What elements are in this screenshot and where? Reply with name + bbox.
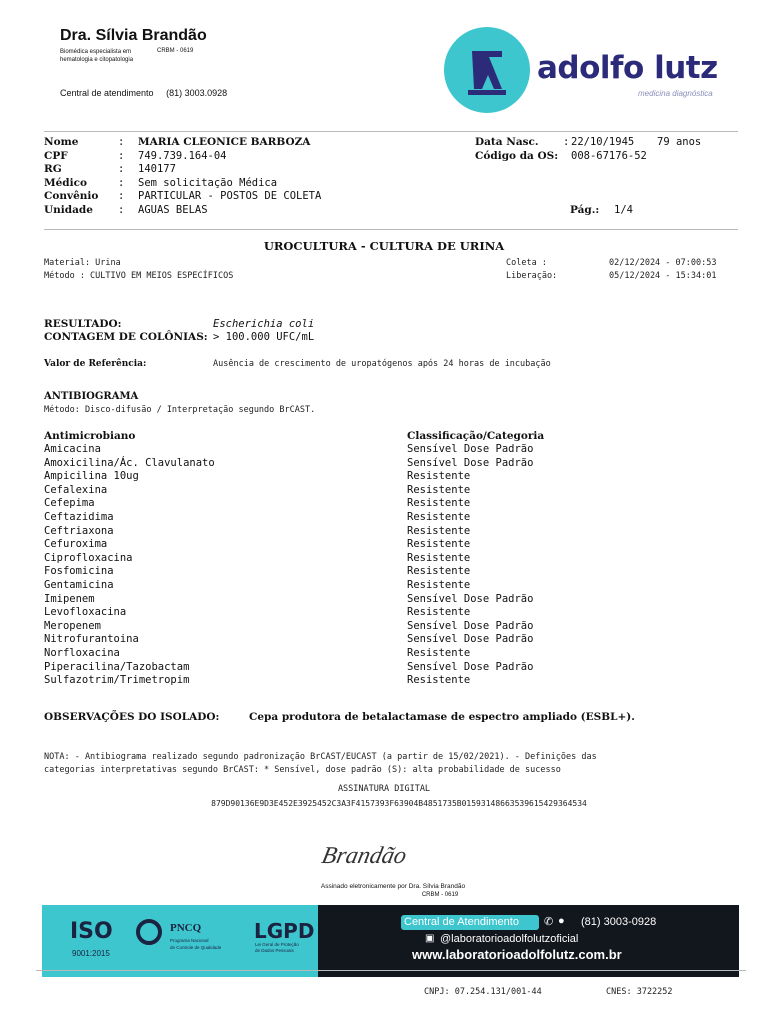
patient-cpf: 749.739.164-04 <box>138 149 227 162</box>
antibiogram-table <box>44 443 734 688</box>
drug-name: Ceftriaxona <box>44 524 114 537</box>
drug-name: Cefuroxima <box>44 538 108 551</box>
signature-hash: 879D90136E9D3E452E3925452C3A3F4157393F63904B4851735B0159314866353961542936453​4 <box>211 799 587 808</box>
divider <box>44 229 738 230</box>
separator: : <box>118 204 125 216</box>
drug-category: Resistente <box>407 565 471 578</box>
phone-icon: ✆ <box>544 916 554 928</box>
antibiogram-method: Método: Disco-difusão / Interpretação segundo BrCAST. <box>44 405 316 415</box>
drug-name: Imipenem <box>44 592 95 605</box>
cpf-label: CPF <box>44 149 68 162</box>
col-classificacao: Classificação/Categoria <box>407 430 545 442</box>
table-row <box>44 565 734 579</box>
cnpj: CNPJ: 07.254.131/001-44 <box>424 987 542 997</box>
drug-category: Resistente <box>407 470 471 483</box>
drug-category: Resistente <box>407 483 471 496</box>
drug-category: Resistente <box>407 538 471 551</box>
exam-material: Material: Urina <box>44 258 121 268</box>
brand-logo-icon <box>444 27 530 113</box>
whatsapp-icon: ● <box>558 915 565 927</box>
footer-band <box>42 905 739 977</box>
separator: : <box>563 136 570 148</box>
resultado-label: RESULTADO: <box>44 318 122 330</box>
brand-tagline: medicina diagnóstica <box>638 89 713 98</box>
drug-name: Amoxicilina/Ác. Clavulanato <box>44 456 215 469</box>
colonias-label: CONTAGEM DE COLÔNIAS: <box>44 331 208 343</box>
patient-rg: 140177 <box>138 163 176 176</box>
website-link[interactable]: www.laboratorioadolfolutz.com.br <box>412 947 622 962</box>
patient-convenio: PARTICULAR - POSTOS DE COLETA <box>138 190 322 203</box>
divider <box>44 131 738 132</box>
table-row <box>44 593 734 607</box>
liberacao-label: Liberação: <box>506 271 558 281</box>
table-row <box>44 511 734 525</box>
exam-title: UROCULTURA - CULTURA DE URINA <box>263 239 505 253</box>
drug-name: Piperacilina/Tazobactam <box>44 660 190 673</box>
lgpd-sub-2: de Dados Pessoais <box>255 948 294 953</box>
drug-category: Resistente <box>407 551 471 564</box>
table-row <box>44 633 734 647</box>
table-row <box>44 484 734 498</box>
drug-name: Fosfomicina <box>44 565 114 578</box>
drug-name: Cefepima <box>44 497 95 510</box>
liberacao-date: 05/12/2024 - 15:34:01 <box>609 271 717 281</box>
patient-medico: Sem solicitação Médica <box>138 176 278 189</box>
signed-by: Assinado eletronicamente por Dra. Sílvia Brandão <box>320 883 466 890</box>
separator: : <box>118 163 125 176</box>
drug-category: Sensível Dose Padrão <box>407 443 534 455</box>
drug-name: Amicacina <box>44 443 101 455</box>
signature-scribble: Brandão <box>319 843 409 869</box>
cnes: CNES: 3722252 <box>606 987 673 997</box>
name-label: Nome <box>44 136 79 148</box>
os-label: Código da OS: <box>475 149 559 162</box>
signature-title: ASSINATURA DIGITAL <box>337 784 431 794</box>
drug-name: Norfloxacina <box>44 646 120 659</box>
resultado-value: Escherichia coli <box>213 318 315 330</box>
instagram-icon: ▣ <box>425 933 435 944</box>
phone-number: (81) 3003.0928 <box>166 88 228 98</box>
referencia-label: Valor de Referência: <box>44 359 147 369</box>
divider <box>36 970 746 971</box>
table-row <box>44 497 734 511</box>
pncq-label: PNCQ <box>170 922 202 934</box>
coleta-label: Coleta : <box>506 258 547 268</box>
page-label: Pág.: <box>570 204 600 216</box>
table-row <box>44 538 734 552</box>
central-phone: (81) 3003-0928 <box>581 916 657 928</box>
pncq-sub-1: Programa Nacional <box>170 938 209 943</box>
drug-category: Resistente <box>407 510 471 523</box>
drug-name: Ceftazidima <box>44 510 114 523</box>
central-label: Central de Atendimento <box>404 916 519 928</box>
drug-category: Sensível Dose Padrão <box>407 456 534 469</box>
drug-name: Ciprofloxacina <box>44 551 133 564</box>
drug-name: Levofloxacina <box>44 606 127 619</box>
separator: : <box>118 136 125 148</box>
observacoes-label: OBSERVAÇÕES DO ISOLADO: <box>44 711 220 723</box>
iso-icon: ISO <box>70 919 113 944</box>
doctor-name: Dra. Sílvia Brandão <box>60 27 207 44</box>
pncq-sub-2: de Controle de Qualidade <box>170 945 222 950</box>
drug-category: Sensível Dose Padrão <box>407 633 534 646</box>
separator: : <box>118 149 125 162</box>
doctor-specialty: Biomédica especialista em hematologia e citopatologia <box>60 49 134 63</box>
table-row <box>44 620 734 634</box>
drug-category: Sensível Dose Padrão <box>407 660 534 673</box>
brand-name: adolfo lutz <box>537 50 718 86</box>
table-row <box>44 674 734 688</box>
page-number: 1/4 <box>614 204 633 216</box>
table-row <box>44 579 734 593</box>
table-row <box>44 661 734 675</box>
coleta-date: 02/12/2024 - 07:00:53 <box>609 258 717 268</box>
patient-unidade: AGUAS BELAS <box>138 204 208 216</box>
rg-label: RG <box>44 163 62 176</box>
table-row <box>44 470 734 484</box>
drug-category: Resistente <box>407 578 471 591</box>
drug-name: Gentamicina <box>44 578 114 591</box>
table-row <box>44 443 734 457</box>
drug-name: Cefalexina <box>44 483 108 496</box>
medico-label: Médico <box>44 176 88 189</box>
separator: : <box>118 190 125 203</box>
lgpd-sub-1: Lei Geral de Proteção <box>255 942 299 947</box>
patient-birth: 22/10/1945 <box>571 136 635 148</box>
drug-name: Nitrofurantoina <box>44 633 139 646</box>
pncq-icon <box>136 919 162 945</box>
drug-name: Ampicilina 10ug <box>44 470 139 483</box>
drug-category: Sensível Dose Padrão <box>407 592 534 605</box>
table-row <box>44 552 734 566</box>
exam-method: Método : CULTIVO EM MEIOS ESPECÍFICOS <box>44 271 234 281</box>
observacoes-text: Cepa produtora de betalactamase de espectro ampliado (ESBL+). <box>249 711 635 723</box>
birth-label: Data Nasc. <box>475 136 539 148</box>
table-row <box>44 525 734 539</box>
drug-category: Resistente <box>407 606 471 619</box>
drug-category: Resistente <box>407 497 471 510</box>
table-row <box>44 457 734 471</box>
patient-age: 79 anos <box>657 136 702 148</box>
drug-name: Meropenem <box>44 619 101 632</box>
nota-line-1: NOTA: - Antibiograma realizado segundo padronização BrCAST/EUCAST (a partir de 15/02/2021). - Definições das <box>44 752 597 762</box>
nota-line-2: categorias interpretativas segundo BrCAST: * Sensível, dose padrão (S): alta probabilidade de sucesso <box>44 765 561 775</box>
antibiogram-title: ANTIBIOGRAMA <box>44 391 139 402</box>
separator: : <box>118 176 125 189</box>
drug-name: Sulfazotrim/Trimetropim <box>44 674 190 687</box>
phone-line <box>60 88 227 98</box>
col-antimicrobiano: Antimicrobiano <box>44 430 136 442</box>
doctor-crbm: CRBM - 0619 <box>157 48 194 54</box>
iso-number: 9001:2015 <box>72 949 110 958</box>
lgpd-icon: LGPD <box>254 919 315 943</box>
convenio-label: Convênio <box>44 190 99 203</box>
drug-category: Resistente <box>407 674 471 687</box>
drug-category: Sensível Dose Padrão <box>407 619 534 632</box>
phone-label: Central de atendimento <box>60 88 154 98</box>
certifications <box>42 905 318 977</box>
referencia-value: Ausência de crescimento de uropatógenos após 24 horas de incubação <box>213 359 551 369</box>
unidade-label: Unidade <box>44 204 93 216</box>
drug-category: Resistente <box>407 524 471 537</box>
patient-os: 008-67176-52 <box>571 149 647 162</box>
drug-category: Resistente <box>407 646 471 659</box>
table-row <box>44 647 734 661</box>
table-row <box>44 606 734 620</box>
signed-crbm: CRBM - 0619 <box>421 892 459 898</box>
instagram-handle[interactable]: @laboratorioadolfolutzoficial <box>440 933 579 945</box>
contact-panel <box>318 905 739 977</box>
colonias-value: > 100.000 UFC/mL <box>213 331 315 343</box>
patient-name: MARIA CLEONICE BARBOZA <box>138 136 311 148</box>
